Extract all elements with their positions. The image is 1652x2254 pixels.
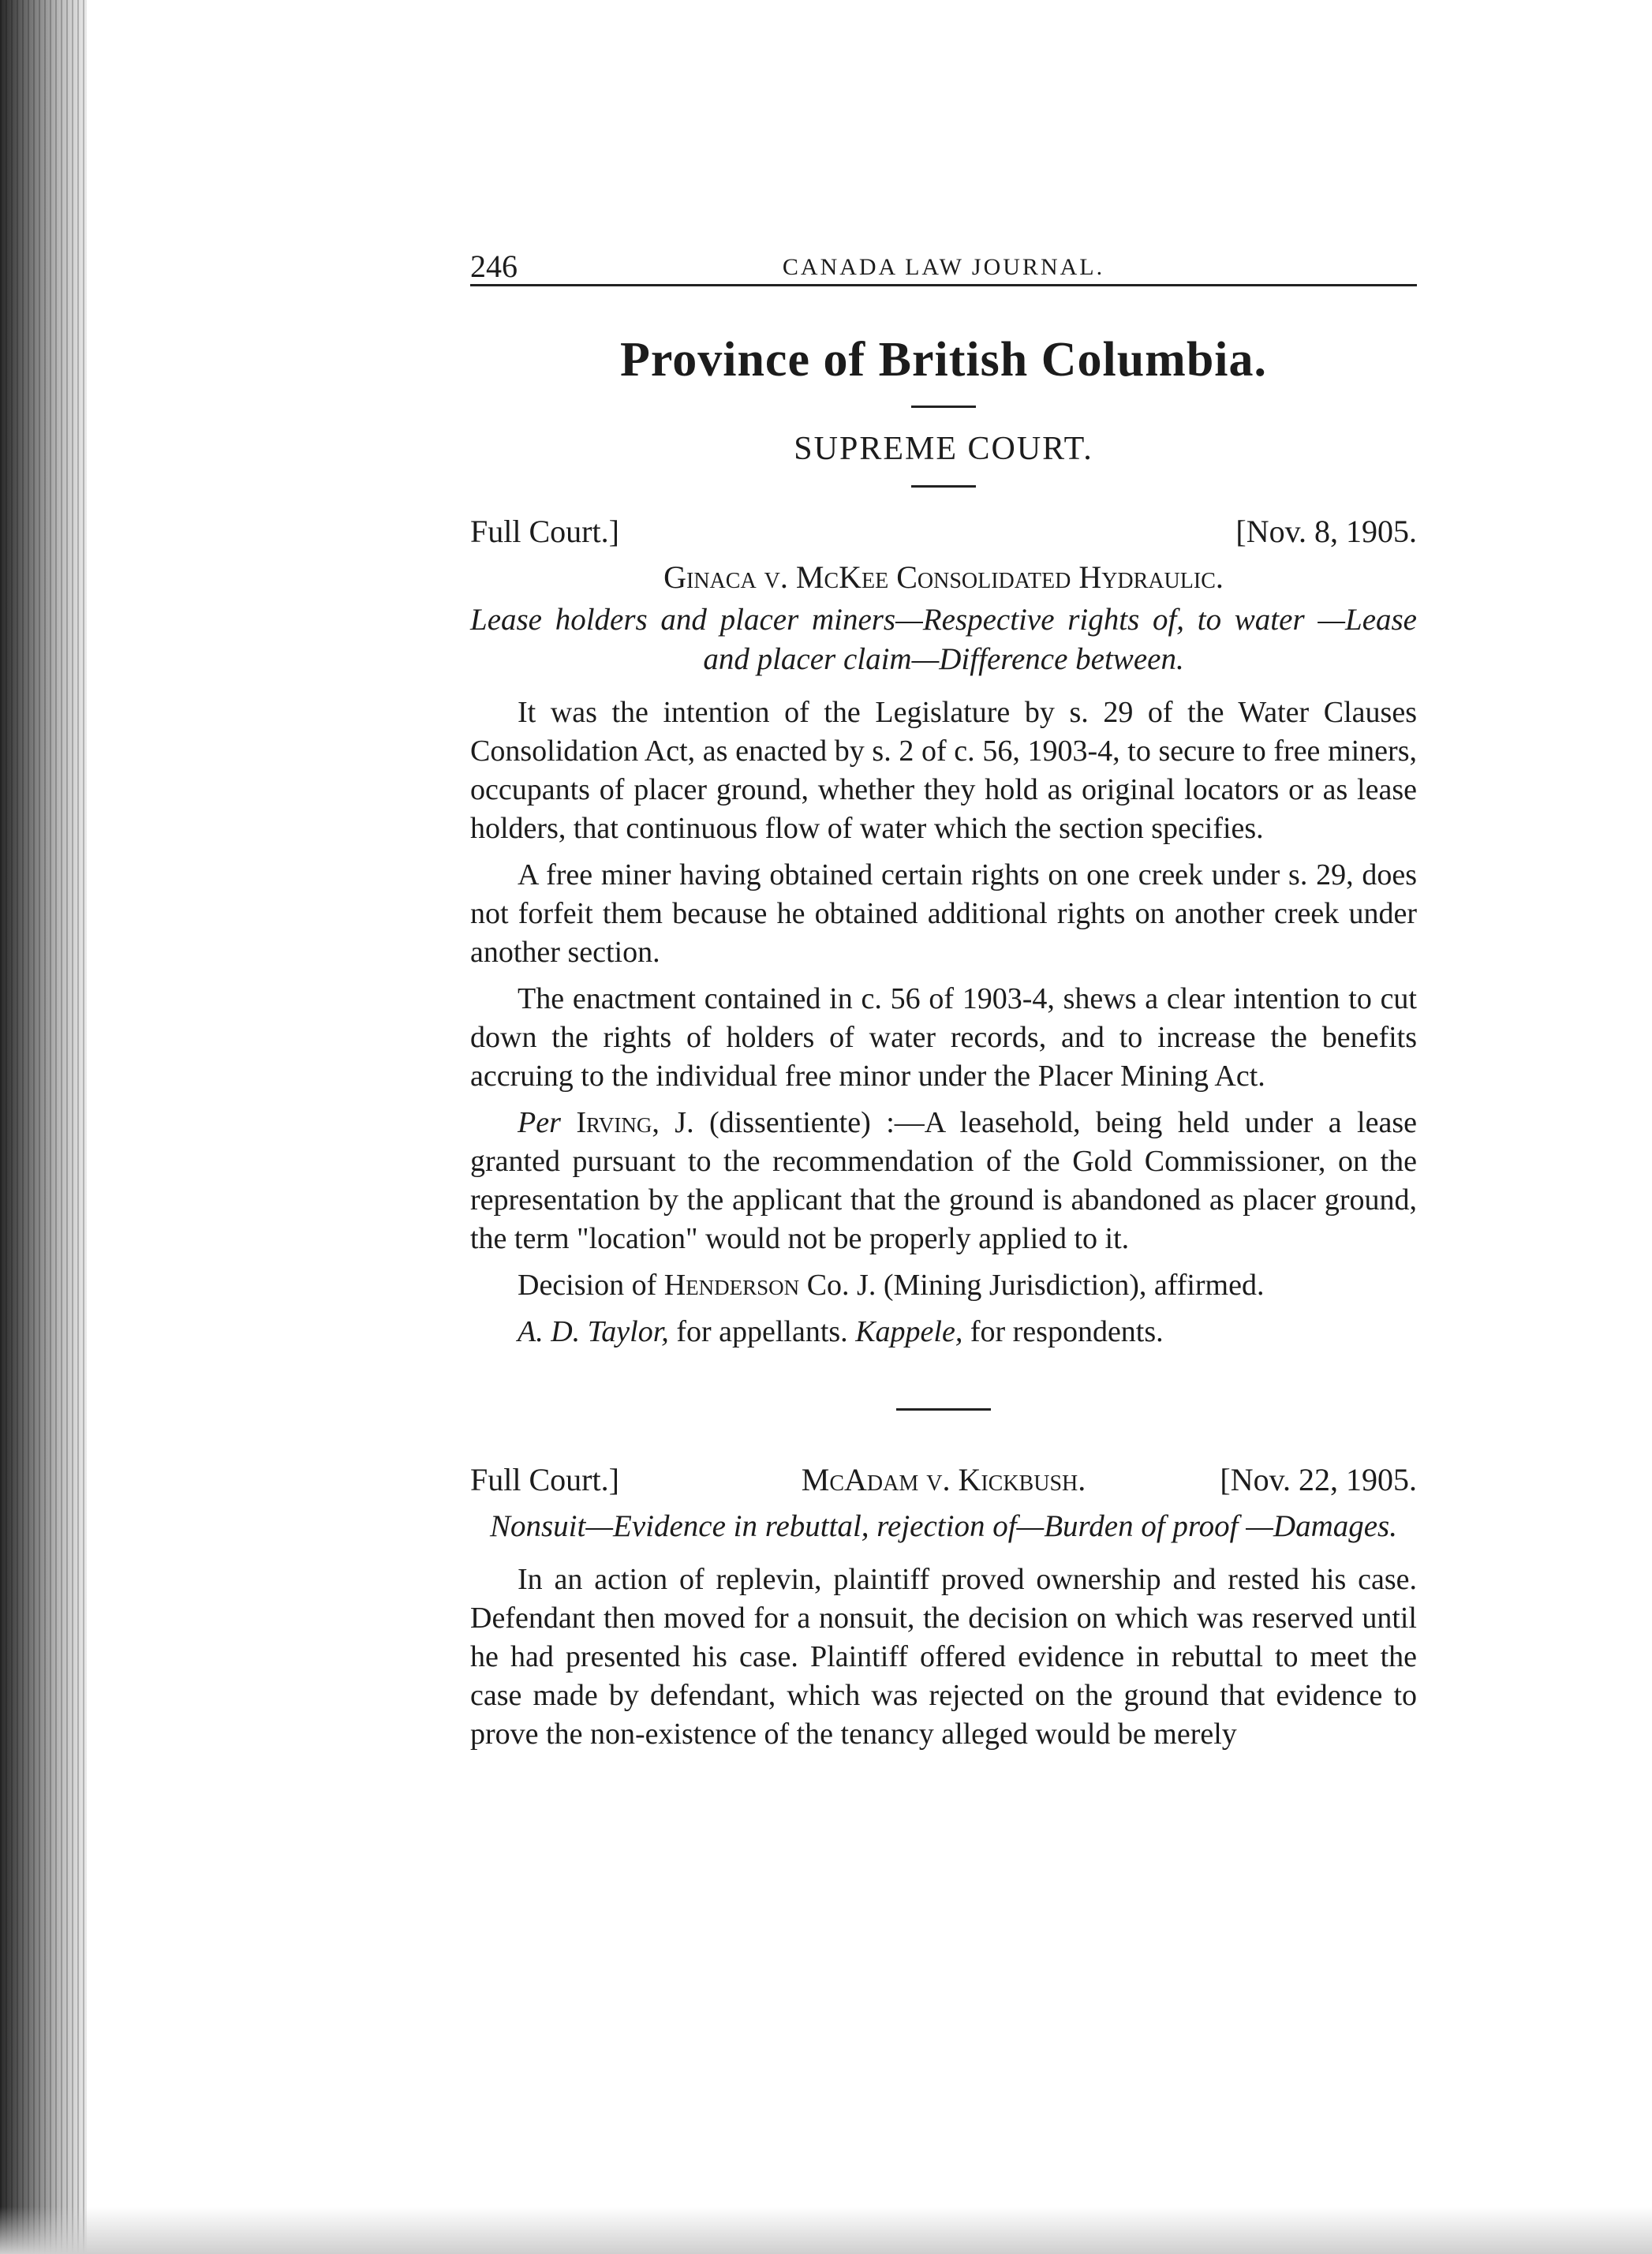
page-number: 246 [470,249,518,284]
case1-heading [470,513,1417,554]
case2-title: McAdam v. Kickbush. [801,1462,1086,1497]
case-separator [896,1408,991,1411]
case2-paragraph: In an action of replevin, plaintiff proved ownership and rested his case. Defendant then moved for a nonsuit, the decision on which was reserved until he had presented his case. Plaintiff offered evidence in rebuttal to meet the case made by defendant, which was rejected on the ground that evidence to prove the non-existence of the tenancy alleged would be merely [470,1563,1417,1751]
decision-suffix: Co. J. (Mining Jurisdiction), affirmed. [806,1269,1265,1302]
binding-texture [0,0,87,2254]
case1-court-label: Full Court.] [470,514,619,549]
running-head [470,237,1417,286]
case1-paragraph: It was the intention of the Legislature by s. 29 of the Water Clauses Consolidation Act, as enacted by s. 2 of c. 56, 1903-4, to secure to free miners, occupants of placer ground, whether they hold as original locators or as lease holders, that continuous flow of water which the section specifies. [470,696,1417,845]
case1-date: [Nov. 8, 1905. [1235,514,1417,549]
divider [911,485,976,488]
court-heading: SUPREME COURT. [794,431,1093,467]
journal-title: CANADA LAW JOURNAL. [782,254,1105,280]
dissent-judge: Irving [576,1106,652,1139]
decision-judge: Henderson [663,1269,800,1302]
appellants-label: for appellants. [676,1315,848,1348]
appellants-counsel: A. D. Taylor, [518,1315,669,1348]
case2-date: [Nov. 22, 1905. [1220,1462,1417,1497]
section-title: Province of British Columbia. [619,333,1268,387]
case2-heading [470,1461,1417,1502]
dissent-text: , J. (dissentiente) :—A leasehold, being held under a lease granted pursuant to the recommendation of the Gold Commissioner, on the representation by the applicant that the ground is abandoned as placer ground, the term "location" would not be properly applied to it. [470,1106,1417,1255]
case2-catchwords: Nonsuit—Evidence in rebuttal, rejection of—Burden of proof —Damages. [489,1509,1397,1543]
case1-counsel [470,1313,1417,1351]
case1-paragraph: The enactment contained in c. 56 of 1903-4, shews a clear intention to cut down the rights of holders of water records, and to increase the benefits accruing to the individual free minor under the Placer Mining Act. [470,982,1417,1093]
divider [911,406,976,408]
case1-title: Ginaca v. McKee Consolidated Hydraulic. [663,559,1224,595]
case2-court-label: Full Court.] [470,1462,619,1497]
case1-catchwords: Lease holders and placer miners—Respective rights of, to water —Lease and placer claim—Difference between. [470,603,1417,676]
journal-page [470,237,1417,1762]
per-word: Per [518,1106,561,1139]
case1-paragraph: A free miner having obtained certain rights on one creek under s. 29, does not forfeit them because he obtained additional rights on another creek under another section. [470,858,1417,969]
respondents-label: for respondents. [970,1315,1164,1348]
case1-dissent [470,1104,1417,1258]
case1-decision [470,1266,1417,1305]
page-bottom-shadow [0,2207,1652,2254]
respondents-counsel: Kappele, [855,1315,963,1348]
decision-prefix: Decision of [518,1269,657,1302]
